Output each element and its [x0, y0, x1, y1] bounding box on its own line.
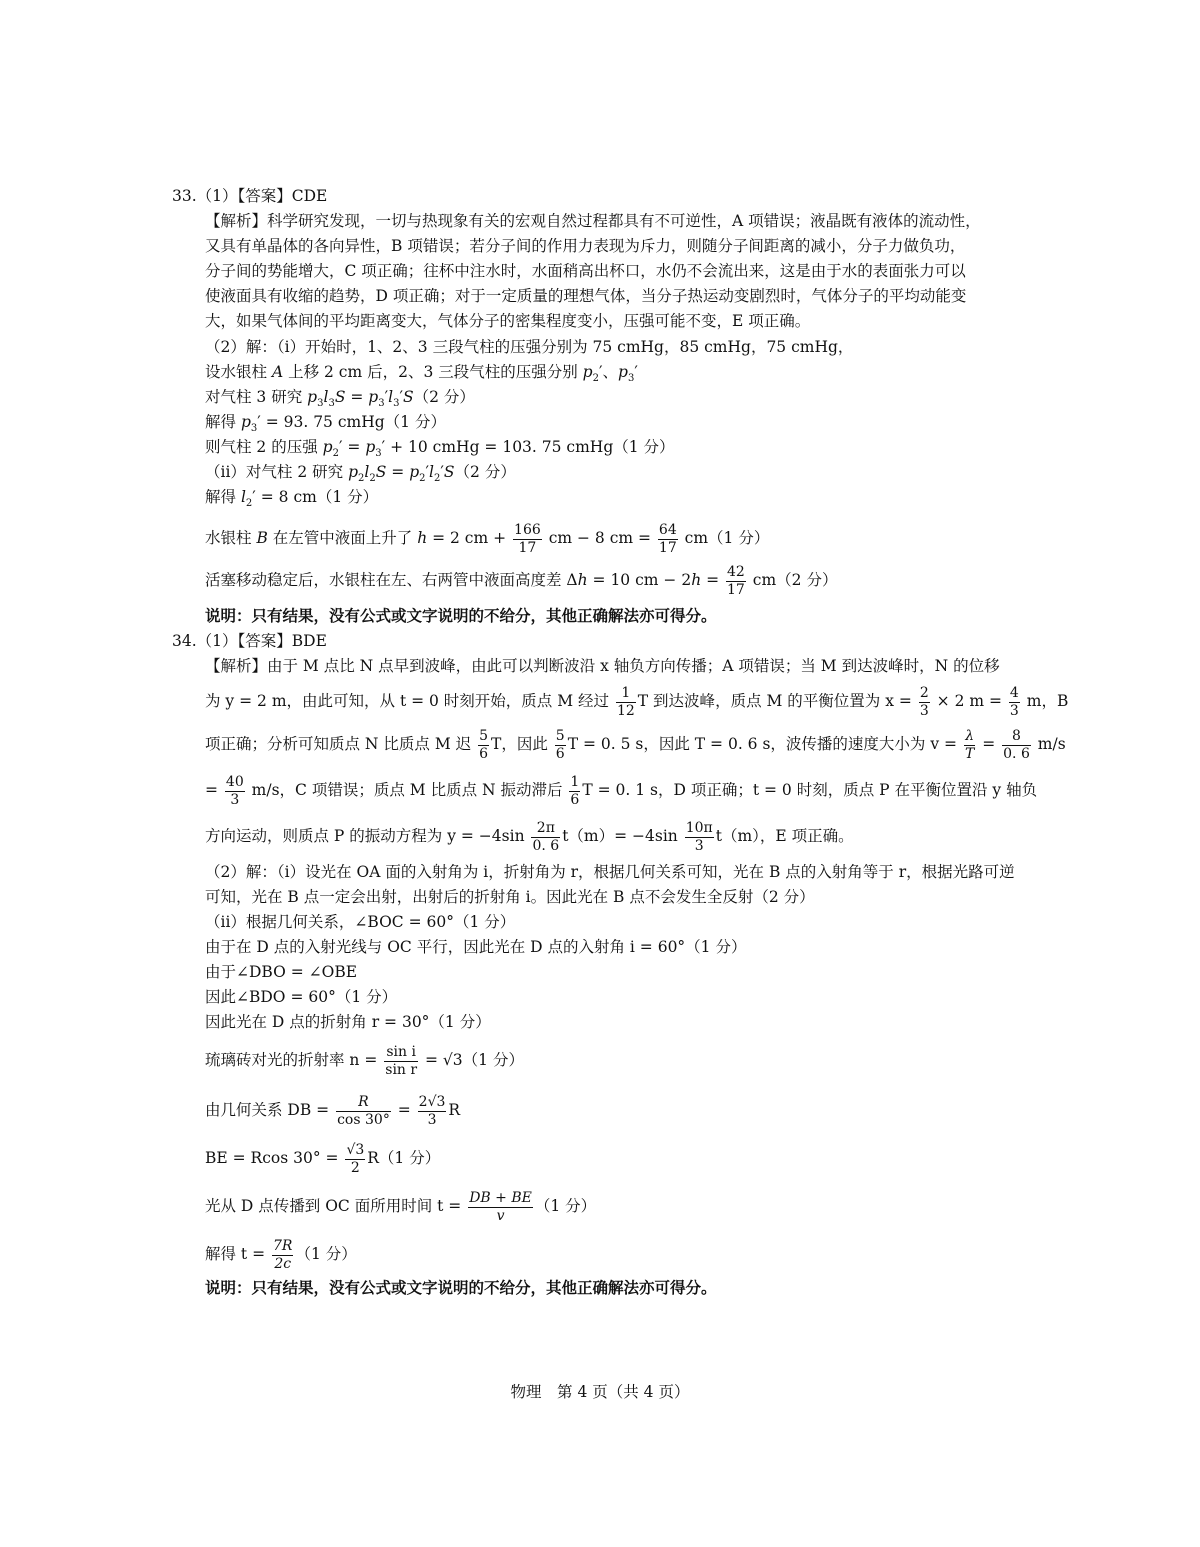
q33-part2-line-7: 解得 $l_2' = 8$ cm（1 分）: [205, 488, 379, 510]
q33-part2-line-3: 对气柱 3 研究 $p_3l_3S = p_3'l_3'S(2$ 分）: [205, 388, 475, 410]
q33-analysis-line-4: 使液面具有收缩的趋势，D 项正确；对于一定质量的理想气体，当分子热运动变剧烈时，气体分子的平均动能变: [205, 287, 967, 305]
q34-part2-line-9: 由几何关系 DB = $\frac{R}{\cos 30^\circ}$ = $\frac{2√3}{3}$ R: [205, 1093, 461, 1128]
q34-analysis-line-5: 方向运动，则质点 P 的振动方程为 y = −4sin $\frac{2\pi}{0. 6}$ t（m）= −4sin $\frac{10\pi}{3}$ t（m），E 项正确。: [205, 819, 854, 854]
fraction-64-17: $\frac{64}{17}$: [658, 521, 677, 556]
q34-part2-line-12: 解得 t = $\frac{7R}{2c}$ （1 分）: [205, 1237, 357, 1272]
q33-part2-line-5: 则气柱 2 的压强 $p_2' = p_3' + 10$ cmHg = 103. 75 cmHg（1 分）: [205, 438, 675, 460]
q33-analysis-line-1: 【解析】科学研究发现，一切与热现象有关的宏观自然过程都具有不可逆性，A 项错误；液晶既有液体的流动性，: [205, 212, 981, 230]
q33-part2-line-9: 活塞移动稳定后，水银柱在左、右两管中液面高度差 Δh = 10 cm − 2h = $\frac{42}{17}$ cm（2 分）: [205, 563, 838, 598]
q33-part2-line-8: 水银柱 B 在左管中液面上升了 h = 2 cm + $\frac{166}{17}$ cm − 8 cm = $\frac{64}{17}$ cm（1 分）: [205, 521, 770, 556]
q34-part2-line-5: 由于∠DBO = ∠OBE: [205, 963, 358, 981]
fraction-166-17: $\frac{166}{17}$: [514, 521, 541, 556]
q33-part2-line-4: 解得 $p_3' = 93$. 75 cmHg（1 分）: [205, 413, 446, 435]
q33-part2-line-2: 设水银柱 A 上移 2 cm 后，2、3 三段气柱的压强分别 $p_2'$、$p_3'$: [205, 363, 638, 385]
q34-analysis-line-3: 项正确；分析可知质点 N 比质点 M 迟 $\frac{5}{6}$ T，因此 $\frac{5}{6}$ T = 0. 5 s，因此 T = 0. 6 s，波传播的速度大小为 v = $\frac{\lambda}{T}$ = $\frac{8}{0. 6}$ m/s: [205, 727, 1066, 762]
q33-note: 说明：只有结果，没有公式或文字说明的不给分，其他正确解法亦可得分。: [205, 606, 717, 625]
q34-part2-line-7: 因此光在 D 点的折射角 r = 30°（1 分）: [205, 1013, 491, 1031]
q33-part2-line-6: （ii）对气柱 2 研究 $p_2l_2S = p_2'l_2'S(2$ 分）: [205, 463, 516, 485]
q34-heading: 34.（1）【答案】BDE: [172, 632, 327, 650]
q34-part2-line-2: 可知，光在 B 点一定会出射，出射后的折射角 i。因此光在 B 点不会发生全反射（2 分）: [205, 888, 815, 906]
q34-part2-line-6: 因此∠BDO = 60°（1 分）: [205, 988, 398, 1006]
q34-part2-line-4: 由于在 D 点的入射光线与 OC 平行，因此光在 D 点的入射角 i = 60°（1 分）: [205, 938, 747, 956]
q34-analysis-line-4: = $\frac{40}{3}$ m/s，C 项错误；质点 M 比质点 N 振动滞后 $\frac{1}{6}$ T = 0. 1 s，D 项正确；t = 0 时刻，质点 P 在平衡位置沿 y 轴负: [205, 773, 1038, 808]
q33-analysis-line-2: 又具有单晶体的各向异性，B 项错误；若分子间的作用力表现为斥力，则随分子间距离的减小，分子力做负功，: [205, 237, 966, 255]
q34-part2-line-3: （ii）根据几何关系，∠BOC = 60°（1 分）: [205, 913, 516, 931]
q34-note: 说明：只有结果，没有公式或文字说明的不给分，其他正确解法亦可得分。: [205, 1278, 717, 1297]
q34-part2-line-1: （2）解：（i）设光在 OA 面的入射角为 i，折射角为 r，根据几何关系可知，光在 B 点的入射角等于 r，根据光路可逆: [205, 863, 1015, 881]
q34-analysis-line-1: 【解析】由于 M 点比 N 点早到波峰，由此可以判断波沿 x 轴负方向传播；A 项错误；当 M 到达波峰时，N 的位移: [205, 657, 1000, 675]
q34-part2-line-8: 琉璃砖对光的折射率 n = $\frac{\text{sin i}}{\text{sin r}}$ = √3（1 分）: [205, 1043, 524, 1078]
fraction-42-17: $\frac{42}{17}$: [727, 563, 745, 598]
q34-part2-line-10: BE = Rcos 30° = $\frac{√3}{2}$ R（1 分）: [205, 1141, 441, 1176]
q34-analysis-line-2: 为 y = 2 m，由此可知，从 t = 0 时刻开始，质点 M 经过 $\frac{1}{12}$ T 到达波峰，质点 M 的平衡位置为 x = $\frac{2}{3}$ × 2 m = $\frac{4}{3}$ m，B: [205, 684, 1069, 719]
q33-analysis-line-5: 大，如果气体间的平均距离变大，气体分子的密集程度变小，压强可能不变，E 项正确。: [205, 312, 811, 330]
q33-part2-line-1: （2）解：（i）开始时，1、2、3 三段气柱的压强分别为 75 cmHg，85 cmHg，75 cmHg，: [205, 338, 854, 356]
q33-analysis-line-3: 分子间的势能增大，C 项正确；往杯中注水时，水面稍高出杯口，水仍不会流出来，这是由于水的表面张力可以: [205, 262, 966, 280]
q33-heading: 33.（1）【答案】CDE: [172, 187, 328, 205]
page-footer: 物理 第 4 页（共 4 页）: [510, 1383, 690, 1401]
q34-part2-line-11: 光从 D 点传播到 OC 面所用时间 t = $\frac{DB + BE}{v}$ （1 分）: [205, 1189, 597, 1224]
